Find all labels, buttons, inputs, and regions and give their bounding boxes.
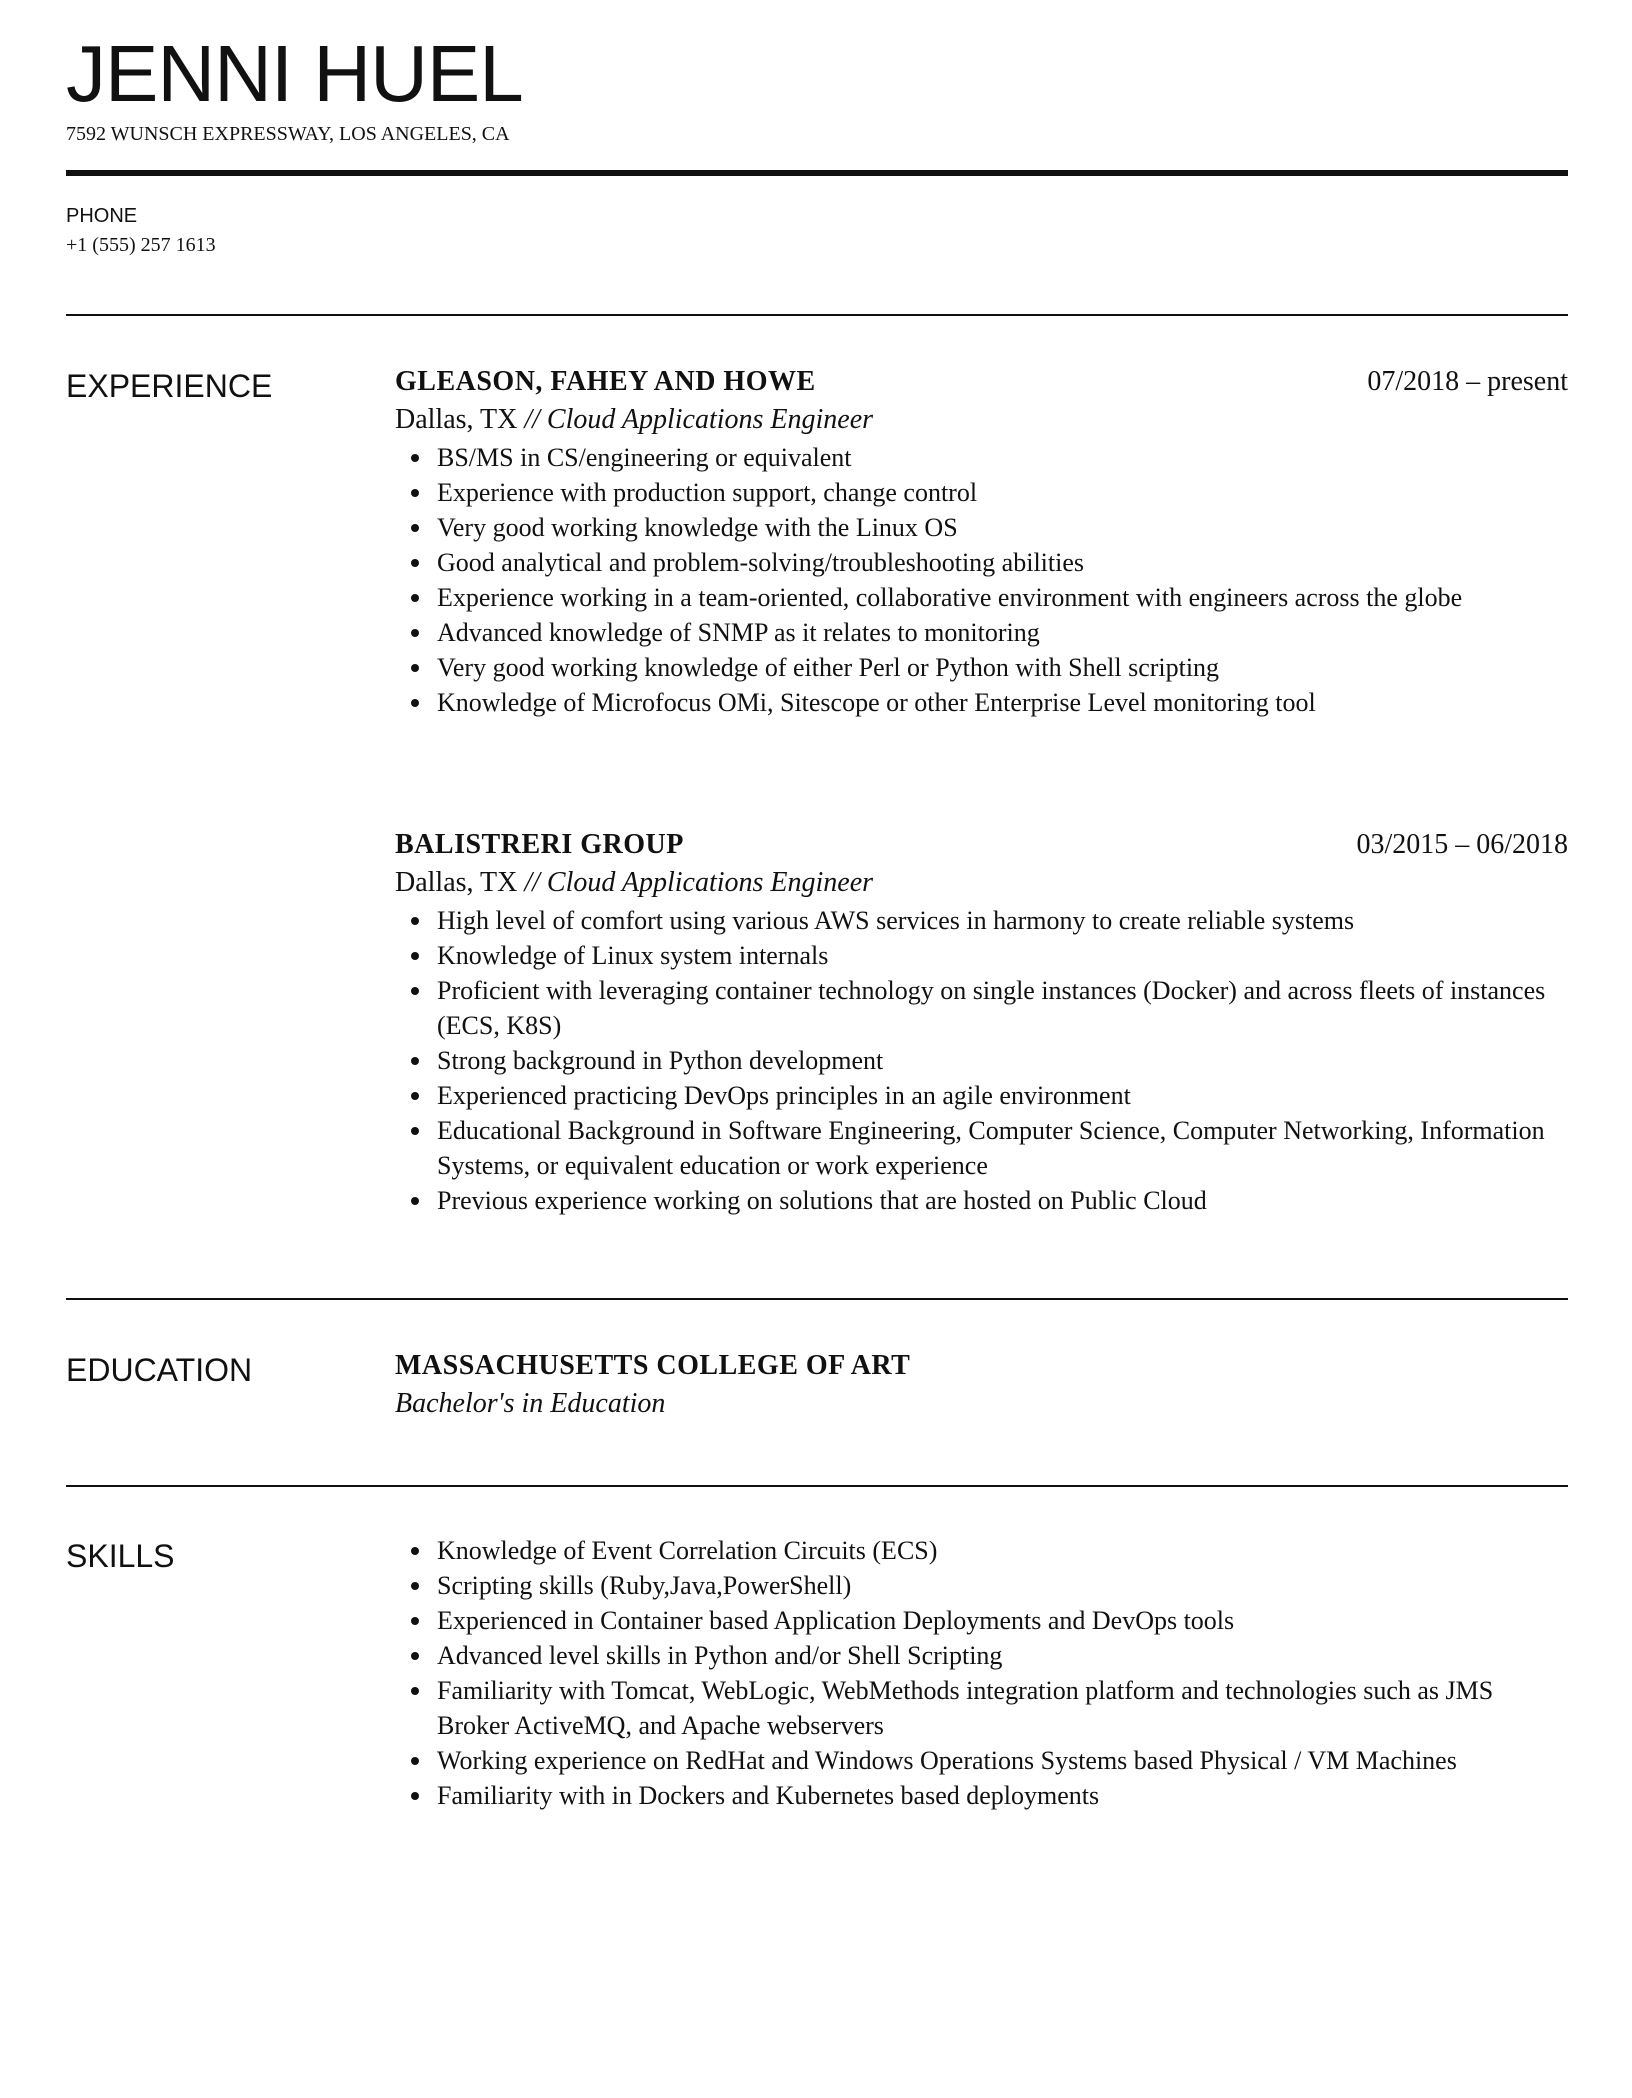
job-entry	[395, 364, 1568, 720]
job-company: GLEASON, FAHEY AND HOWE	[395, 366, 816, 397]
list-item: Familiarity with Tomcat, WebLogic, WebMethods integration platform and technologies such as JMS Broker ActiveMQ, and Apache webservers	[437, 1673, 1568, 1743]
phone-label: PHONE	[66, 205, 138, 227]
list-item: Experience working in a team-oriented, collaborative environment with engineers across the globe	[437, 580, 1568, 615]
job-header	[395, 827, 1568, 863]
list-item: BS/MS in CS/engineering or equivalent	[437, 440, 1568, 475]
list-item: Strong background in Python development	[437, 1043, 1568, 1078]
job-location: Dallas, TX	[395, 867, 518, 898]
skills-list	[395, 1533, 1568, 1813]
job-entry	[395, 827, 1568, 1218]
education-school: MASSACHUSETTS COLLEGE OF ART	[395, 1350, 911, 1381]
list-item: Proficient with leveraging container technology on single instances (Docker) and across fleets of instances (ECS, K8S)	[437, 973, 1568, 1043]
job-title: Cloud Applications Engineer	[546, 404, 874, 435]
job-bullet-list	[395, 440, 1568, 720]
list-item: Very good working knowledge with the Linux OS	[437, 510, 1568, 545]
education-heading: EDUCATION	[66, 1352, 253, 1388]
job-separator: //	[517, 404, 547, 435]
list-item: High level of comfort using various AWS services in harmony to create reliable systems	[437, 903, 1568, 938]
section-divider-education	[66, 1298, 1568, 1300]
education-subline	[395, 1384, 1568, 1424]
list-item: Educational Background in Software Engineering, Computer Science, Computer Networking, Information Systems, or equivalent education or work experience	[437, 1113, 1568, 1183]
job-dates: 07/2018 – present	[1367, 366, 1568, 397]
education-header	[395, 1348, 1568, 1384]
job-subline	[395, 863, 1568, 903]
list-item: Scripting skills (Ruby,Java,PowerShell)	[437, 1568, 1568, 1603]
job-bullet-list	[395, 903, 1568, 1218]
header-divider	[66, 170, 1568, 176]
list-item: Advanced level skills in Python and/or Shell Scripting	[437, 1638, 1568, 1673]
list-item: Experience with production support, change control	[437, 475, 1568, 510]
job-dates: 03/2015 – 06/2018	[1356, 829, 1568, 860]
list-item: Knowledge of Linux system internals	[437, 938, 1568, 973]
job-company: BALISTRERI GROUP	[395, 829, 684, 860]
list-item: Advanced knowledge of SNMP as it relates to monitoring	[437, 615, 1568, 650]
list-item: Working experience on RedHat and Windows Operations Systems based Physical / VM Machines	[437, 1743, 1568, 1778]
education-degree: Bachelor's in Education	[395, 1388, 666, 1419]
section-divider-skills	[66, 1485, 1568, 1487]
candidate-address: 7592 WUNSCH EXPRESSWAY, LOS ANGELES, CA	[66, 123, 510, 145]
job-location: Dallas, TX	[395, 404, 518, 435]
list-item: Experienced in Container based Application Deployments and DevOps tools	[437, 1603, 1568, 1638]
section-divider-experience	[66, 314, 1568, 316]
list-item: Familiarity with in Dockers and Kubernetes based deployments	[437, 1778, 1568, 1813]
list-item: Knowledge of Microfocus OMi, Sitescope or other Enterprise Level monitoring tool	[437, 685, 1568, 720]
list-item: Good analytical and problem-solving/troubleshooting abilities	[437, 545, 1568, 580]
job-header	[395, 364, 1568, 400]
list-item: Knowledge of Event Correlation Circuits (ECS)	[437, 1533, 1568, 1568]
candidate-name: JENNI HUEL	[66, 29, 523, 118]
list-item: Experienced practicing DevOps principles in an agile environment	[437, 1078, 1568, 1113]
skills-heading: SKILLS	[66, 1538, 175, 1574]
job-separator: //	[517, 867, 547, 898]
skills-entry	[395, 1533, 1568, 1813]
job-title: Cloud Applications Engineer	[546, 867, 874, 898]
job-subline	[395, 400, 1568, 440]
phone-value: +1 (555) 257 1613	[66, 234, 216, 256]
list-item: Very good working knowledge of either Perl or Python with Shell scripting	[437, 650, 1568, 685]
experience-heading: EXPERIENCE	[66, 368, 273, 404]
education-entry	[395, 1348, 1568, 1424]
list-item: Previous experience working on solutions that are hosted on Public Cloud	[437, 1183, 1568, 1218]
